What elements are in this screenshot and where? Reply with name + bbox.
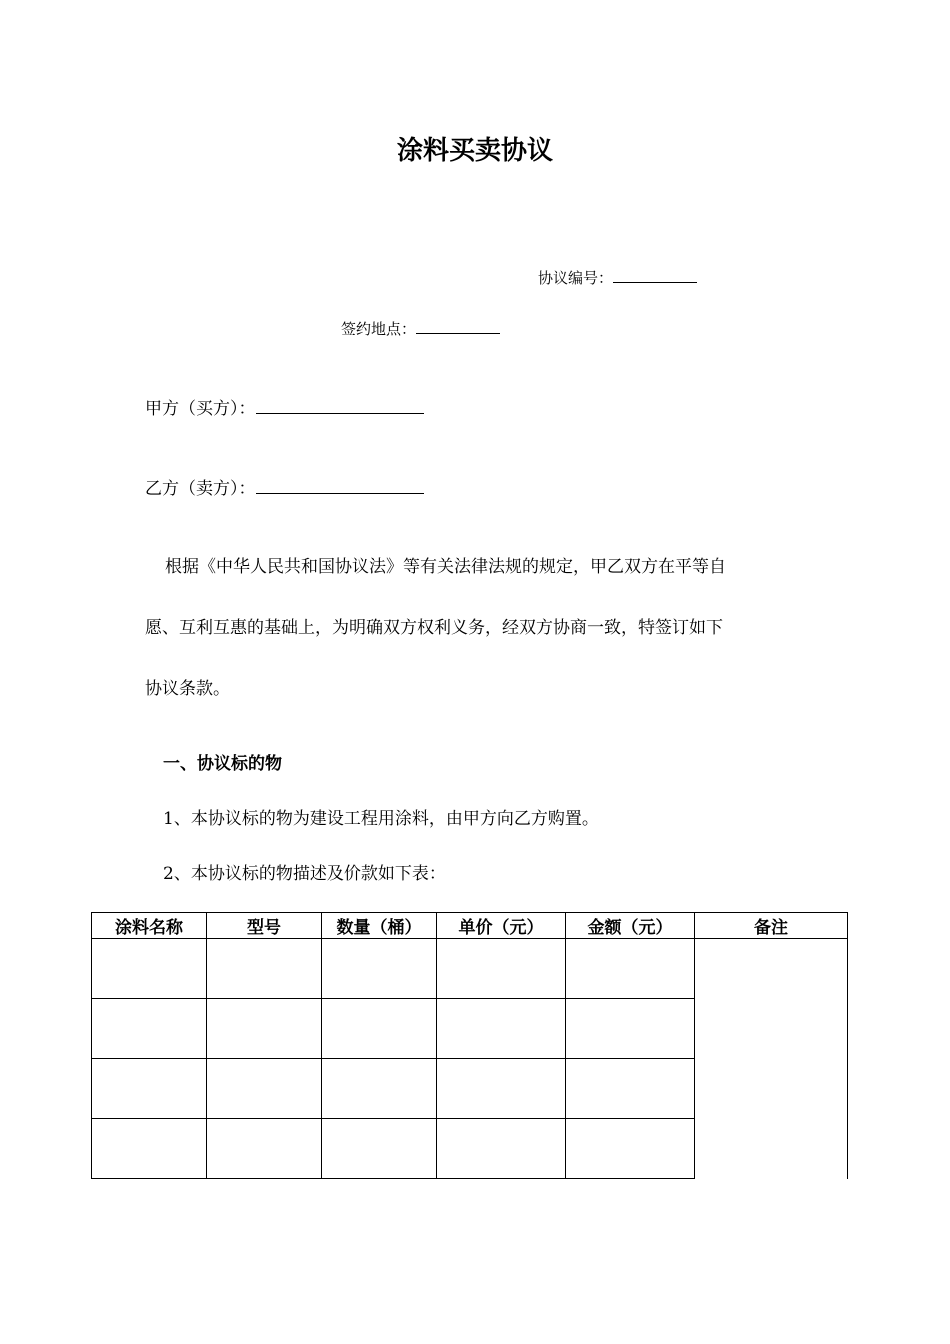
table-header-row xyxy=(92,913,848,939)
party-b-line xyxy=(145,474,424,499)
signing-place-blank xyxy=(416,318,500,334)
table-cell xyxy=(322,939,437,999)
table-cell xyxy=(207,999,322,1059)
party-b-label: 乙方（卖方）： xyxy=(145,479,256,499)
table-cell xyxy=(566,939,695,999)
column-header: 涂料名称 xyxy=(92,913,207,939)
agreement-number-label: 协议编号： xyxy=(538,269,614,287)
agreement-number-line xyxy=(538,267,697,288)
table-cell xyxy=(437,1119,566,1179)
signing-place-label: 签约地点： xyxy=(341,320,417,338)
clause-1: 1、本协议标的物为建设工程用涂料，由甲方向乙方购置。 xyxy=(163,809,599,829)
preamble-line-1: 根据《中华人民共和国协议法》等有关法律法规的规定，甲乙双方在平等自 xyxy=(165,557,726,577)
table-cell xyxy=(566,999,695,1059)
clause-2: 2、本协议标的物描述及价款如下表： xyxy=(163,864,446,884)
table-cell xyxy=(322,1119,437,1179)
agreement-number-blank xyxy=(613,267,697,283)
table-cell xyxy=(92,939,207,999)
signing-place-line xyxy=(341,318,500,339)
column-header: 备注 xyxy=(695,913,848,939)
table-cell xyxy=(92,999,207,1059)
table-cell xyxy=(207,939,322,999)
party-a-line xyxy=(145,394,424,419)
preamble-line-3: 协议条款。 xyxy=(145,679,230,699)
table-cell xyxy=(322,999,437,1059)
remarks-cell xyxy=(695,939,848,1179)
document-title: 涂料买卖协议 xyxy=(396,136,553,166)
table-cell xyxy=(92,1059,207,1119)
column-header: 数量（桶） xyxy=(322,913,437,939)
column-header: 单价（元） xyxy=(437,913,566,939)
party-a-label: 甲方（买方）： xyxy=(145,399,256,419)
table-cell xyxy=(437,999,566,1059)
table-cell xyxy=(437,939,566,999)
column-header: 金额（元） xyxy=(566,913,695,939)
table-cell xyxy=(437,1059,566,1119)
table-cell xyxy=(92,1119,207,1179)
table-cell xyxy=(207,1059,322,1119)
party-a-blank xyxy=(256,398,424,414)
section-heading: 一、协议标的物 xyxy=(163,754,282,774)
column-header: 型号 xyxy=(207,913,322,939)
table-cell xyxy=(207,1119,322,1179)
table-row xyxy=(92,939,848,999)
price-table xyxy=(91,912,848,1179)
party-b-blank xyxy=(256,478,424,494)
preamble-line-2: 愿、互利互惠的基础上，为明确双方权利义务，经双方协商一致，特签订如下 xyxy=(145,618,723,638)
table-cell xyxy=(566,1059,695,1119)
table-cell xyxy=(322,1059,437,1119)
table-cell xyxy=(566,1119,695,1179)
